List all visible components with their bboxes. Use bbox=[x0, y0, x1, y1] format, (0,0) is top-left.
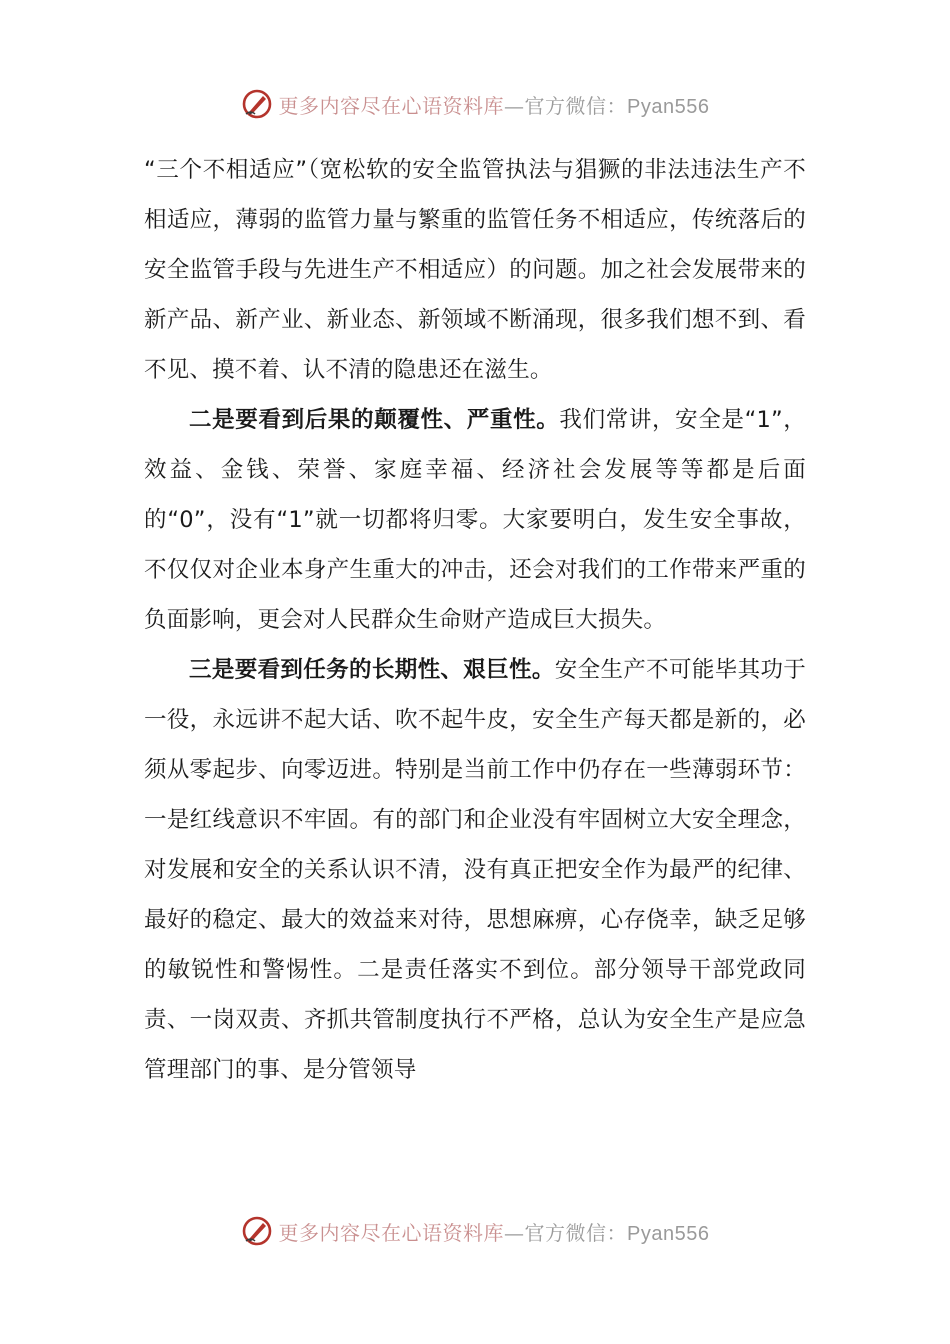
paragraph-3 bbox=[144, 645, 806, 1095]
paragraph-3-text: 安全生产不可能毕其功于一役，永远讲不起大话、吹不起牛皮，安全生产每天都是新的，必须从零起步、向零迈进。特别是当前工作中仍存在一些薄弱环节：一是红线意识不牢固。有的部门和企业没有牢固树立大安全理念，对发展和安全的关系认识不清，没有真正把安全作为最严的纪律、最好的稳定、最大的效益来对待，思想麻痹，心存侥幸，缺乏足够的敏锐性和警惕性。二是责任落实不到位。部分领导干部党政同责、一岗双责、齐抓共管制度执行不严格，总认为安全生产是应急管理部门的事、是分管领导 bbox=[144, 657, 807, 1083]
paragraph-2-text: 我们常讲，安全是“1”，效益、金钱、荣誉、家庭幸福、经济社会发展等等都是后面的“0”，没有“1”就一切都将归零。大家要明白，发生安全事故，不仅仅对企业本身产生重大的冲击，还会对我们的工作带来严重的负面影响，更会对人民群众生命财产造成巨大损失。 bbox=[144, 407, 807, 633]
paragraph-3-heading: 三是要看到任务的长期性、艰巨性。 bbox=[189, 657, 555, 683]
header-banner-wechat-label: 官方微信： bbox=[524, 93, 628, 118]
header-banner bbox=[0, 84, 950, 124]
paragraph-1: “三个不相适应”（宽松软的安全监管执法与猖獗的非法违法生产不相适应，薄弱的监管力量与繁重的监管任务不相适应，传统落后的安全监管手段与先进生产不相适应）的问题。加之社会发展带来的新产品、新产业、新业态、新领域不断涌现，很多我们想不到、看不见、摸不着、认不清的隐患还在滋生。 bbox=[144, 157, 806, 383]
brand-logo-icon bbox=[241, 88, 273, 120]
footer-banner-text bbox=[279, 1217, 710, 1246]
paragraph-2 bbox=[144, 395, 806, 645]
header-banner-title: 更多内容尽在心语资料库 bbox=[278, 93, 505, 118]
document-body bbox=[144, 145, 806, 1095]
header-banner-separator: — bbox=[504, 93, 525, 118]
paragraph-2-heading: 二是要看到后果的颠覆性、严重性。 bbox=[189, 407, 560, 433]
footer-banner-title: 更多内容尽在心语资料库 bbox=[278, 1220, 505, 1245]
header-banner-handle: Pyan556 bbox=[627, 95, 710, 118]
footer-banner-wechat-label: 官方微信： bbox=[524, 1220, 628, 1245]
footer-banner-separator: — bbox=[504, 1220, 525, 1245]
footer-banner-handle: Pyan556 bbox=[627, 1222, 710, 1245]
footer-banner bbox=[0, 1211, 950, 1251]
header-banner-text bbox=[279, 90, 710, 119]
brand-logo-icon bbox=[241, 1215, 273, 1247]
